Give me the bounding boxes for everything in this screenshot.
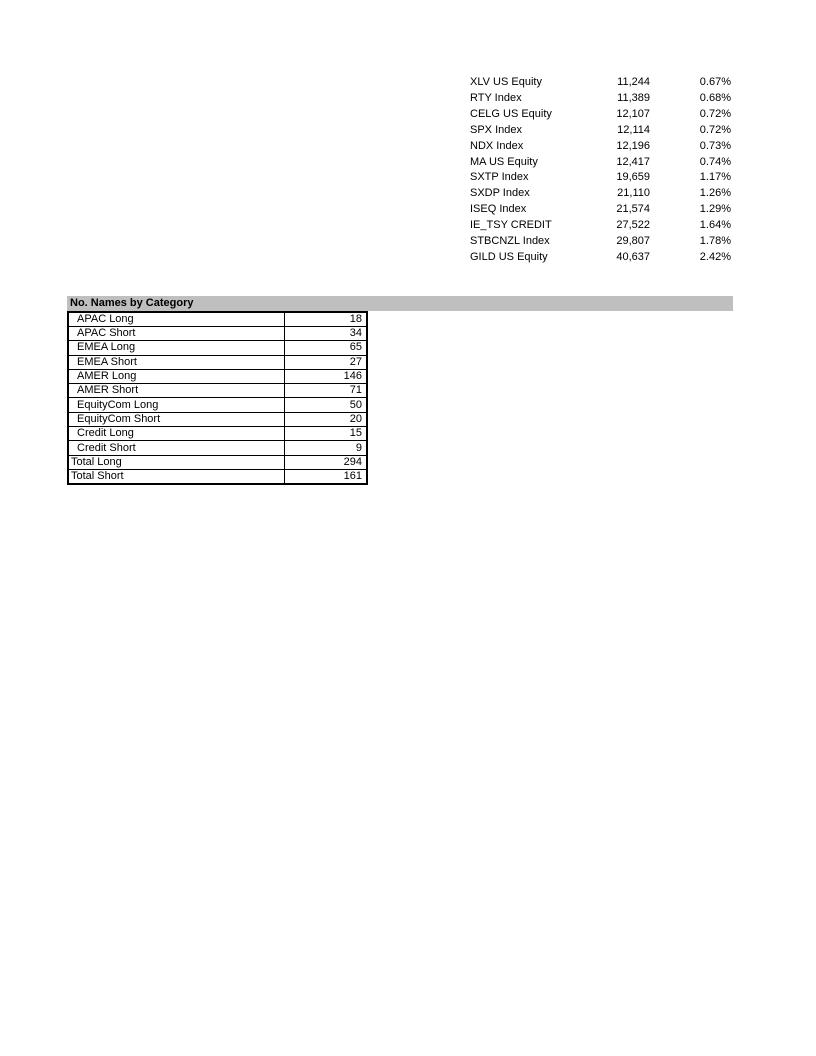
security-pct: 1.78% xyxy=(699,234,731,247)
table-row xyxy=(68,355,367,369)
names-by-category-header: No. Names by Category xyxy=(67,296,733,311)
count-cell: 161 xyxy=(284,469,367,484)
table-row xyxy=(68,312,367,327)
security-pct: 0.73% xyxy=(699,139,731,152)
security-pct: 1.26% xyxy=(699,187,731,200)
security-value: 12,107 xyxy=(616,108,650,121)
security-value: 11,244 xyxy=(617,76,650,89)
category-cell: EMEA Long xyxy=(68,341,284,355)
security-name: GILD US Equity xyxy=(470,250,548,263)
security-value: 19,659 xyxy=(616,171,650,184)
count-cell: 34 xyxy=(284,327,367,341)
security-pct: 0.67% xyxy=(699,76,731,89)
security-pct: 0.72% xyxy=(699,123,731,136)
security-value: 11,389 xyxy=(617,92,650,105)
count-cell: 65 xyxy=(284,341,367,355)
security-pct: 0.68% xyxy=(699,92,731,105)
table-row xyxy=(68,384,367,398)
security-pct: 2.42% xyxy=(699,250,731,263)
security-value: 12,196 xyxy=(616,139,650,152)
count-cell: 15 xyxy=(284,427,367,441)
security-value: 12,114 xyxy=(617,123,650,136)
table-row xyxy=(68,427,367,441)
category-cell: AMER Short xyxy=(68,384,284,398)
security-value: 21,574 xyxy=(616,203,650,216)
table-row-total xyxy=(68,469,367,484)
count-cell: 71 xyxy=(284,384,367,398)
count-cell: 50 xyxy=(284,398,367,412)
table-row xyxy=(68,398,367,412)
security-pct: 1.29% xyxy=(699,203,731,216)
category-cell: APAC Short xyxy=(68,327,284,341)
security-name: ISEQ Index xyxy=(470,203,527,216)
category-cell: EMEA Short xyxy=(68,355,284,369)
security-name: STBCNZL Index xyxy=(470,234,550,247)
security-name: XLV US Equity xyxy=(470,76,542,89)
security-name: SXDP Index xyxy=(470,187,530,200)
table-row xyxy=(68,327,367,341)
count-cell: 20 xyxy=(284,412,367,426)
category-cell: EquityCom Long xyxy=(68,398,284,412)
count-cell: 294 xyxy=(284,455,367,469)
securities-list xyxy=(470,75,731,265)
security-name: SPX Index xyxy=(470,123,522,136)
security-pct: 0.72% xyxy=(699,108,731,121)
category-cell: Total Long xyxy=(68,455,284,469)
security-name: RTY Index xyxy=(470,92,522,105)
table-row xyxy=(68,412,367,426)
security-value: 27,522 xyxy=(616,218,650,231)
security-pct: 1.17% xyxy=(699,171,731,184)
names-by-category-table xyxy=(67,311,368,485)
table-row xyxy=(68,341,367,355)
category-cell: Credit Long xyxy=(68,427,284,441)
count-cell: 146 xyxy=(284,369,367,383)
security-pct: 0.74% xyxy=(699,155,731,168)
category-cell: AMER Long xyxy=(68,369,284,383)
count-cell: 18 xyxy=(284,312,367,327)
table-row-total xyxy=(68,455,367,469)
security-value: 40,637 xyxy=(616,250,650,263)
security-value: 21,110 xyxy=(617,187,650,200)
count-cell: 27 xyxy=(284,355,367,369)
security-pct: 1.64% xyxy=(699,218,731,231)
security-name: SXTP Index xyxy=(470,171,529,184)
count-cell: 9 xyxy=(284,441,367,455)
security-name: MA US Equity xyxy=(470,155,538,168)
security-value: 12,417 xyxy=(616,155,650,168)
security-name: IE_TSY CREDIT xyxy=(470,218,552,231)
security-value: 29,807 xyxy=(616,234,650,247)
security-name: CELG US Equity xyxy=(470,108,552,121)
security-name: NDX Index xyxy=(470,139,524,152)
category-cell: Credit Short xyxy=(68,441,284,455)
category-cell: Total Short xyxy=(68,469,284,484)
category-cell: EquityCom Short xyxy=(68,412,284,426)
table-row xyxy=(68,441,367,455)
category-cell: APAC Long xyxy=(68,312,284,327)
table-row xyxy=(68,369,367,383)
